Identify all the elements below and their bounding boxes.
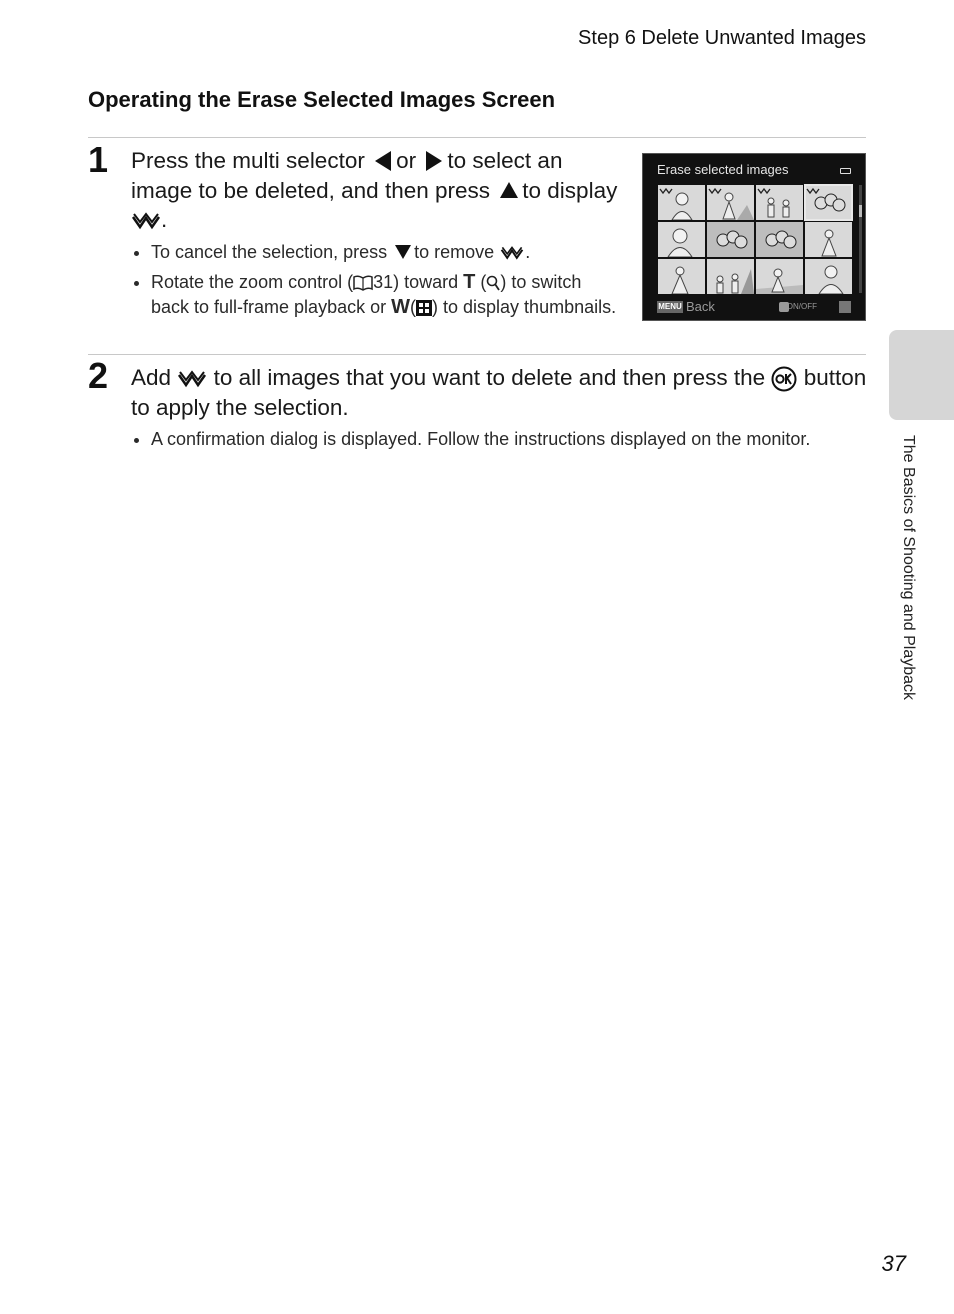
step-1-notes <box>131 240 621 320</box>
multi-selector-up-icon <box>500 182 518 198</box>
list-item: A confirmation dialog is displayed. Follow the instructions displayed on the monitor. <box>131 427 871 452</box>
step-2-notes <box>131 427 871 452</box>
list-item: To cancel the selection, press to remove . <box>131 240 621 265</box>
list-item: Rotate the zoom control ( 31) toward T ( ) to switch back to full-frame playback or W( ) to display thumbnails. <box>131 270 621 320</box>
step1-text-e: . <box>161 207 168 232</box>
divider-top <box>88 137 866 138</box>
zoom-icon <box>839 301 851 313</box>
delete-mark-icon <box>499 245 525 261</box>
multi-selector-left-icon <box>375 151 391 171</box>
step1-text-d: to display <box>522 177 618 203</box>
chapter-tab <box>889 330 954 420</box>
ok-button-icon <box>771 366 797 392</box>
tele-t-label: T <box>463 271 476 293</box>
camera-footer <box>657 299 853 315</box>
thumbnail <box>756 259 803 294</box>
battery-icon <box>840 168 851 174</box>
thumbnail-grid <box>658 185 854 295</box>
chapter-tab-label: The Basics of Shooting and Playback <box>900 435 917 701</box>
magnify-icon <box>486 275 500 291</box>
step1-text-a: Press the multi selector <box>131 148 365 173</box>
thumbnail <box>756 222 803 257</box>
multi-selector-down-icon <box>395 245 411 259</box>
thumbnail <box>658 259 705 294</box>
camera-screen-illustration <box>642 153 866 321</box>
thumbnail <box>658 185 705 220</box>
page-number: 37 <box>881 1251 906 1276</box>
thumbnail-grid-icon <box>416 300 432 316</box>
delete-mark-icon <box>131 211 161 231</box>
thumbnail <box>805 259 852 294</box>
thumbnail <box>805 222 852 257</box>
delete-mark-icon <box>177 369 207 389</box>
step-number-2: 2 <box>88 355 109 396</box>
onoff-label: ON/OFF <box>786 302 817 311</box>
thumbnail <box>707 185 754 220</box>
step-1-instruction <box>131 146 621 235</box>
running-head: Step 6 Delete Unwanted Images <box>578 27 866 49</box>
step-number-1: 1 <box>88 139 109 180</box>
thumbnail <box>756 185 803 220</box>
thumbnail <box>707 259 754 294</box>
wide-w-label: W <box>391 296 411 318</box>
menu-button-icon: MENU <box>658 302 682 311</box>
multi-selector-right-icon <box>426 151 442 171</box>
step-2-instruction: Add to all images that you want to delete and then press the button to apply the selection. <box>131 365 867 420</box>
thumbnail <box>707 222 754 257</box>
thumbnail <box>658 222 705 257</box>
camera-screen-title: Erase selected images <box>657 162 789 177</box>
back-label: Back <box>686 299 715 314</box>
page-reference-icon <box>353 275 373 291</box>
camera-scrollbar <box>859 185 862 293</box>
divider-middle <box>88 354 866 355</box>
step1-text-b: or <box>396 148 417 173</box>
step1-text-c: to select an image to be deleted, and then press <box>131 148 563 203</box>
thumbnail-selected <box>805 185 852 220</box>
section-title: Operating the Erase Selected Images Screen <box>88 87 556 112</box>
